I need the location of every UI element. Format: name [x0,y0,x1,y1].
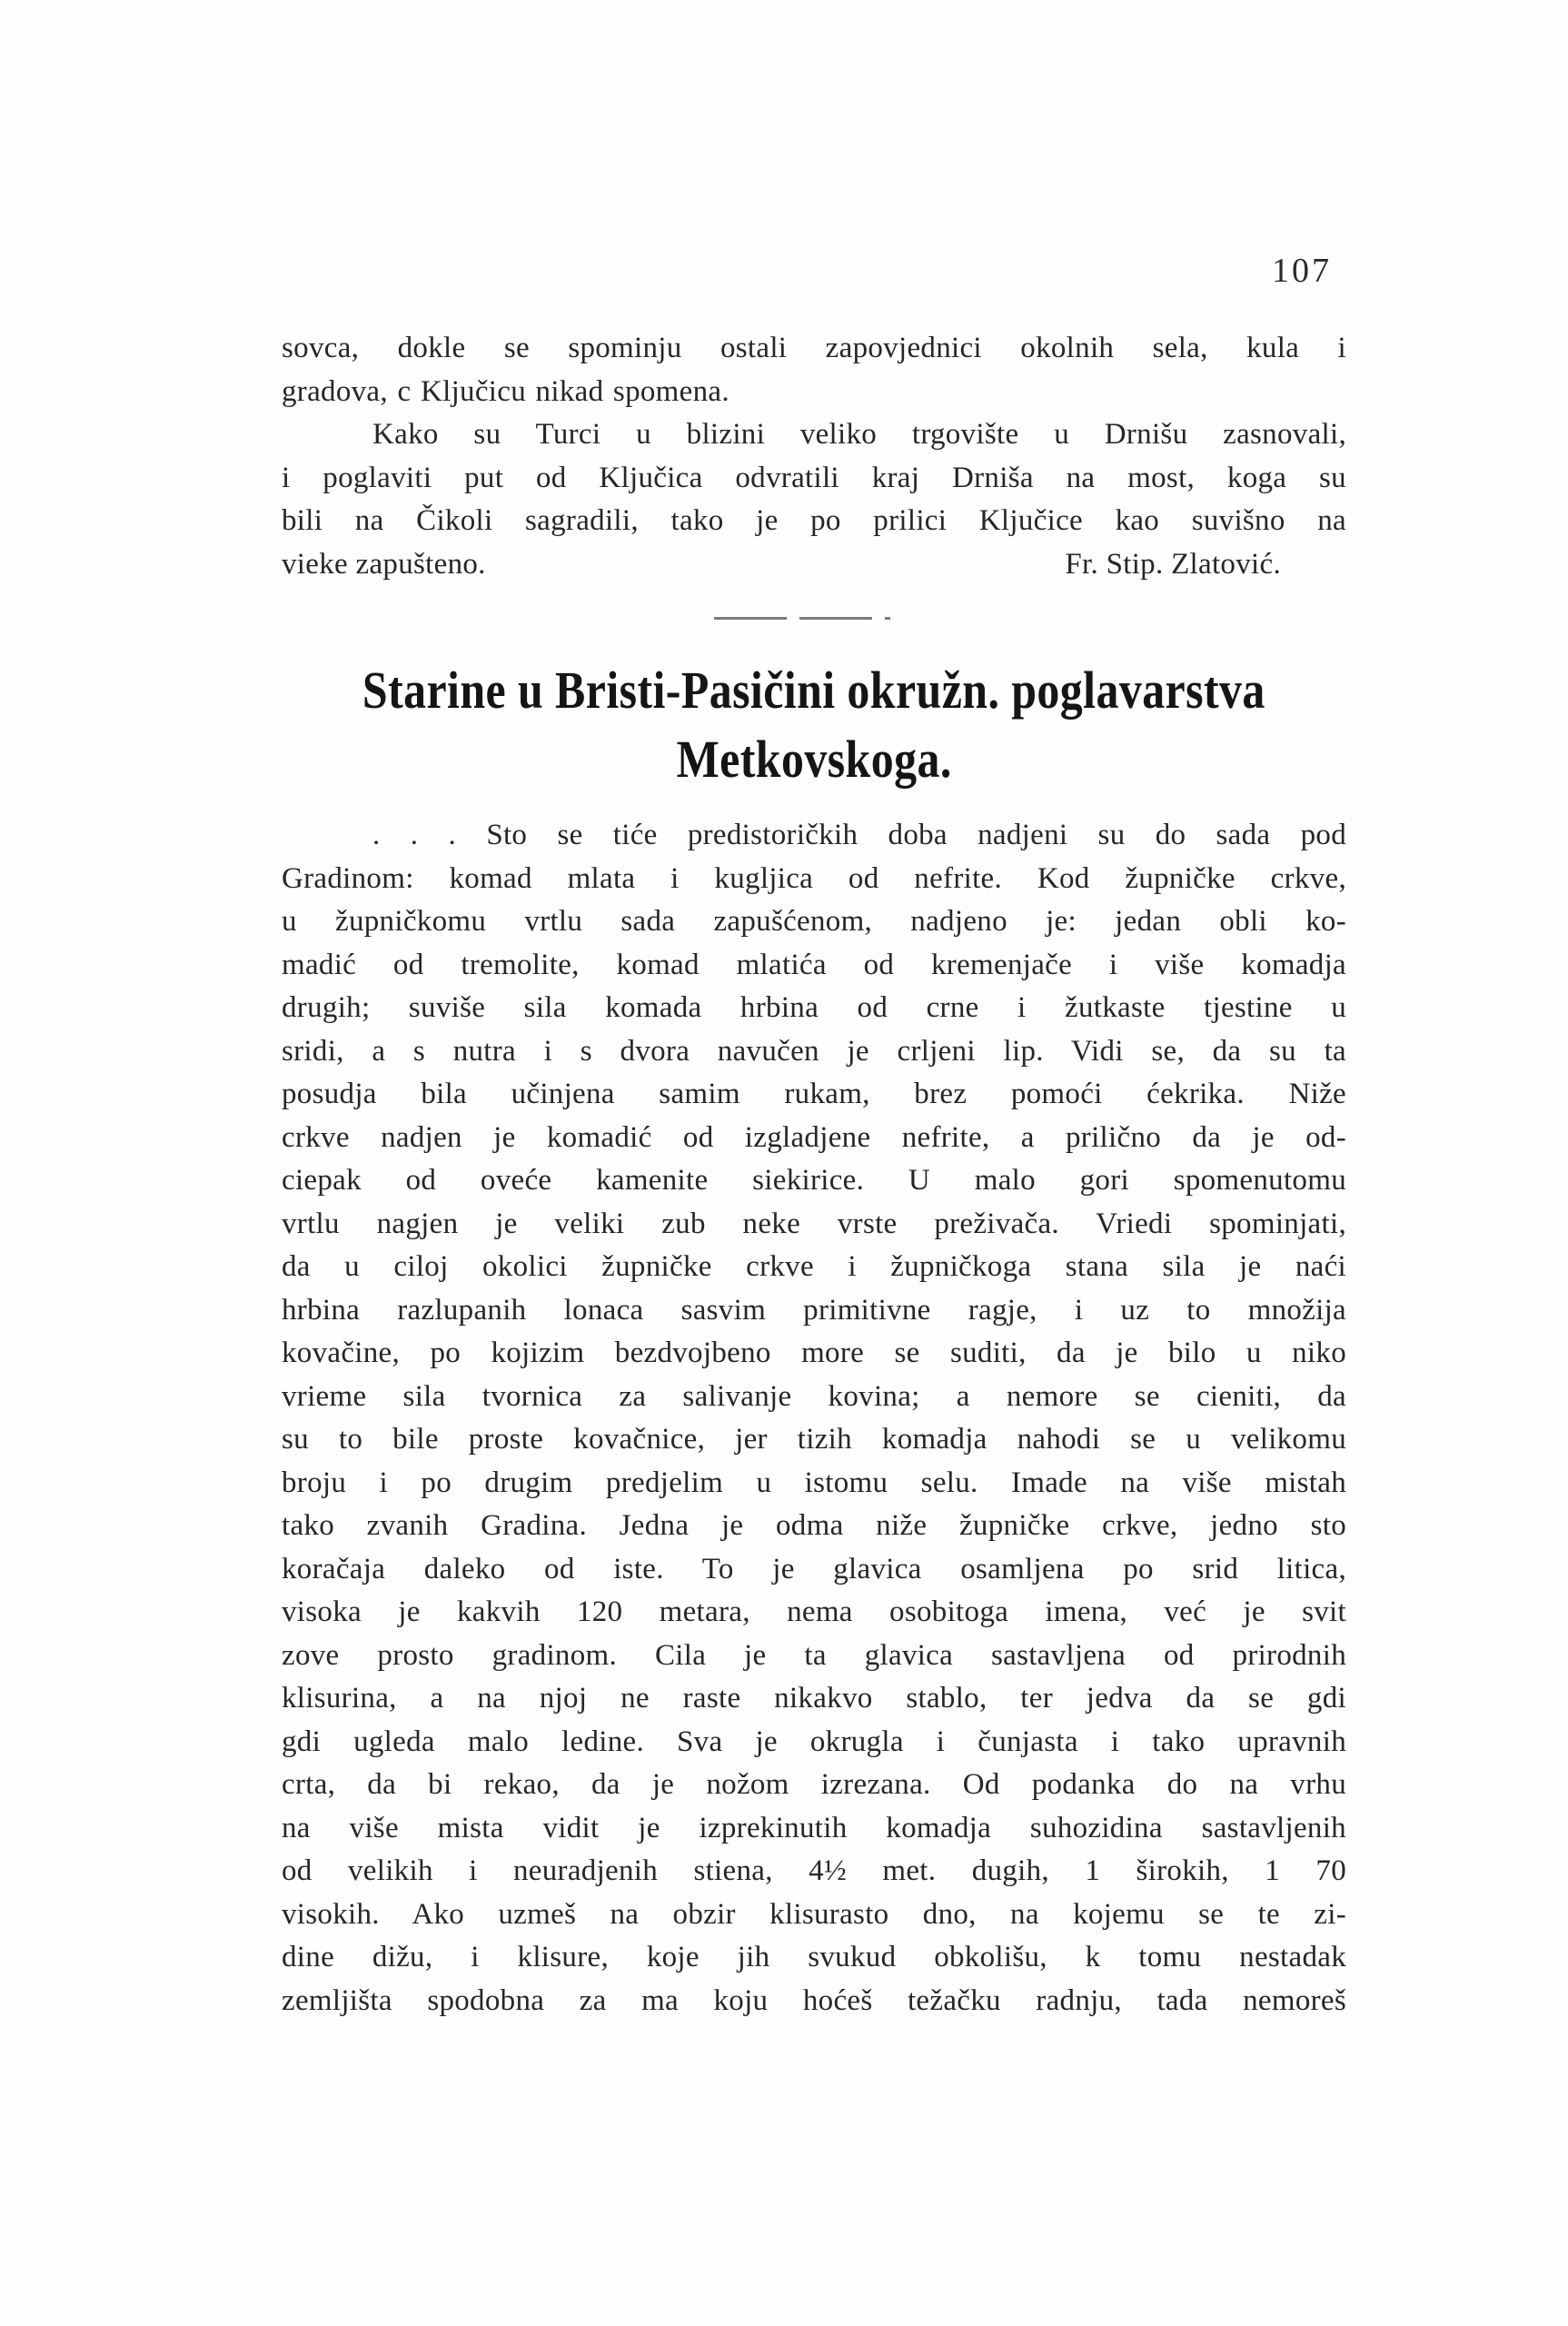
paragraph-line: zemljišta spodobna za ma koju hoćeš težačku radnju, tada nemoreš [282,1983,1346,2017]
paragraph-line: broju i po drugim predjelim u istomu selu. Imade na više mistah [282,1466,1346,1499]
paragraph-line: i poglaviti put od Ključica odvratili kraj Drniša na most, koga su [282,461,1346,494]
paragraph-line: vrtlu nagjen je veliki zub neke vrste preživača. Vriedi spominjati, [282,1207,1346,1240]
paragraph-line: Kako su Turci u blizini veliko trgovište u Drnišu zasnovali, [372,418,1346,451]
paragraph-line: sridi, a s nutra i s dvora navučen je crljeni lip. Vidi se, da su ta [282,1034,1346,1068]
paragraph-line: su to bile proste kovačnice, jer tizih komadja nahodi se u velikomu [282,1423,1346,1456]
article-title-line-1: Starine u Bristi-Pasičini okružn. poglavarstva [362,661,1265,720]
paragraph-line: gdi ugleda malo ledine. Sva je okrugla i čunjasta i tako upravnih [282,1725,1346,1758]
article-title-line-2: Metkovskoga. [676,730,952,789]
closing-paragraph [282,327,1346,586]
paragraph-line: crta, da bi rekao, da je nožom izrezana. Od podanka do na vrhu [282,1768,1346,1801]
paragraph-line: posudja bila učinjena samim rukam, brez pomoći ćekrika. Niže [282,1078,1346,1110]
paragraph-line: zove prosto gradinom. Cila je ta glavica sastavljena od prirodnih [282,1638,1346,1672]
paragraph-line: gradova, c Ključicu nikad spomena. [282,374,729,408]
paragraph-line: crkve nadjen je komadić od izgladjene nefrite, a prilično da je od- [282,1120,1346,1154]
author-signature: Fr. Stip. Zlatović. [1065,547,1281,581]
article-title [282,656,1346,794]
section-divider [714,617,890,620]
paragraph-line: dine dižu, i klisure, koje jih svukud obkolišu, k tomu nestadak [282,1941,1346,1973]
paragraph-line: bili na Čikoli sagradili, tako je po prilici Ključice kao suvišno na [282,504,1346,537]
paragraph-line: visokih. Ako uzmeš na obzir klisurasto dno, na kojemu se te zi- [282,1897,1346,1931]
paragraph-line: drugih; suviše sila komada hrbina od crne i žutkaste tjestine u [282,991,1346,1024]
paragraph-line: koračaja daleko od iste. To je glavica osamljena po srid litica, [282,1552,1346,1585]
page-number: 107 [1272,252,1332,290]
paragraph-line: tako zvanih Gradina. Jedna je odma niže župničke crkve, jedno sto [282,1509,1346,1542]
paragraph-line: vieke zapušteno. [282,547,486,581]
paragraph-line: na više mista vidit je izprekinutih komadja suhozidina sastavljenih [282,1811,1346,1844]
paragraph-line: u župničkomu vrtlu sada zapušćenom, nadjeno je: jedan obli ko- [282,905,1346,938]
article-body-paragraph [282,814,1346,2023]
paragraph-line: vrieme sila tvornica za salivanje kovina; a nemore se cieniti, da [282,1379,1346,1413]
paragraph-line: od velikih i neuradjenih stiena, 4½ met. dugih, 1 širokih, 1 70 [282,1854,1346,1887]
paragraph-line: . . . Sto se tiće predistoričkih doba nadjeni su do sada pod [372,819,1346,851]
paragraph-line: hrbina razlupanih lonaca sasvim primitivne ragje, i uz to množija [282,1293,1346,1327]
paragraph-line: visoka je kakvih 120 metara, nema osobitoga imena, već je svit [282,1595,1346,1628]
paragraph-line: madić od tremolite, komad mlatića od kremenjače i više komadja [282,948,1346,981]
paragraph-line: ciepak od oveće kamenite siekirice. U malo gori spomenutomu [282,1164,1346,1197]
signature-row [282,543,1346,587]
paragraph-line: kovačine, po kojizim bezdvojbeno more se suditi, da je bilo u niko [282,1337,1346,1369]
paragraph-line: sovca, dokle se spominju ostali zapovjednici okolnih sela, kula i [282,332,1346,364]
paragraph-line: Gradinom: komad mlata i kugljica od nefrite. Kod župničke crkve, [282,861,1346,895]
paragraph-line: klisurina, a na njoj ne raste nikakvo stablo, ter jedva da se gdi [282,1682,1346,1715]
paragraph-line: da u ciloj okolici župničke crkve i župničkoga stana sila je naći [282,1250,1346,1283]
